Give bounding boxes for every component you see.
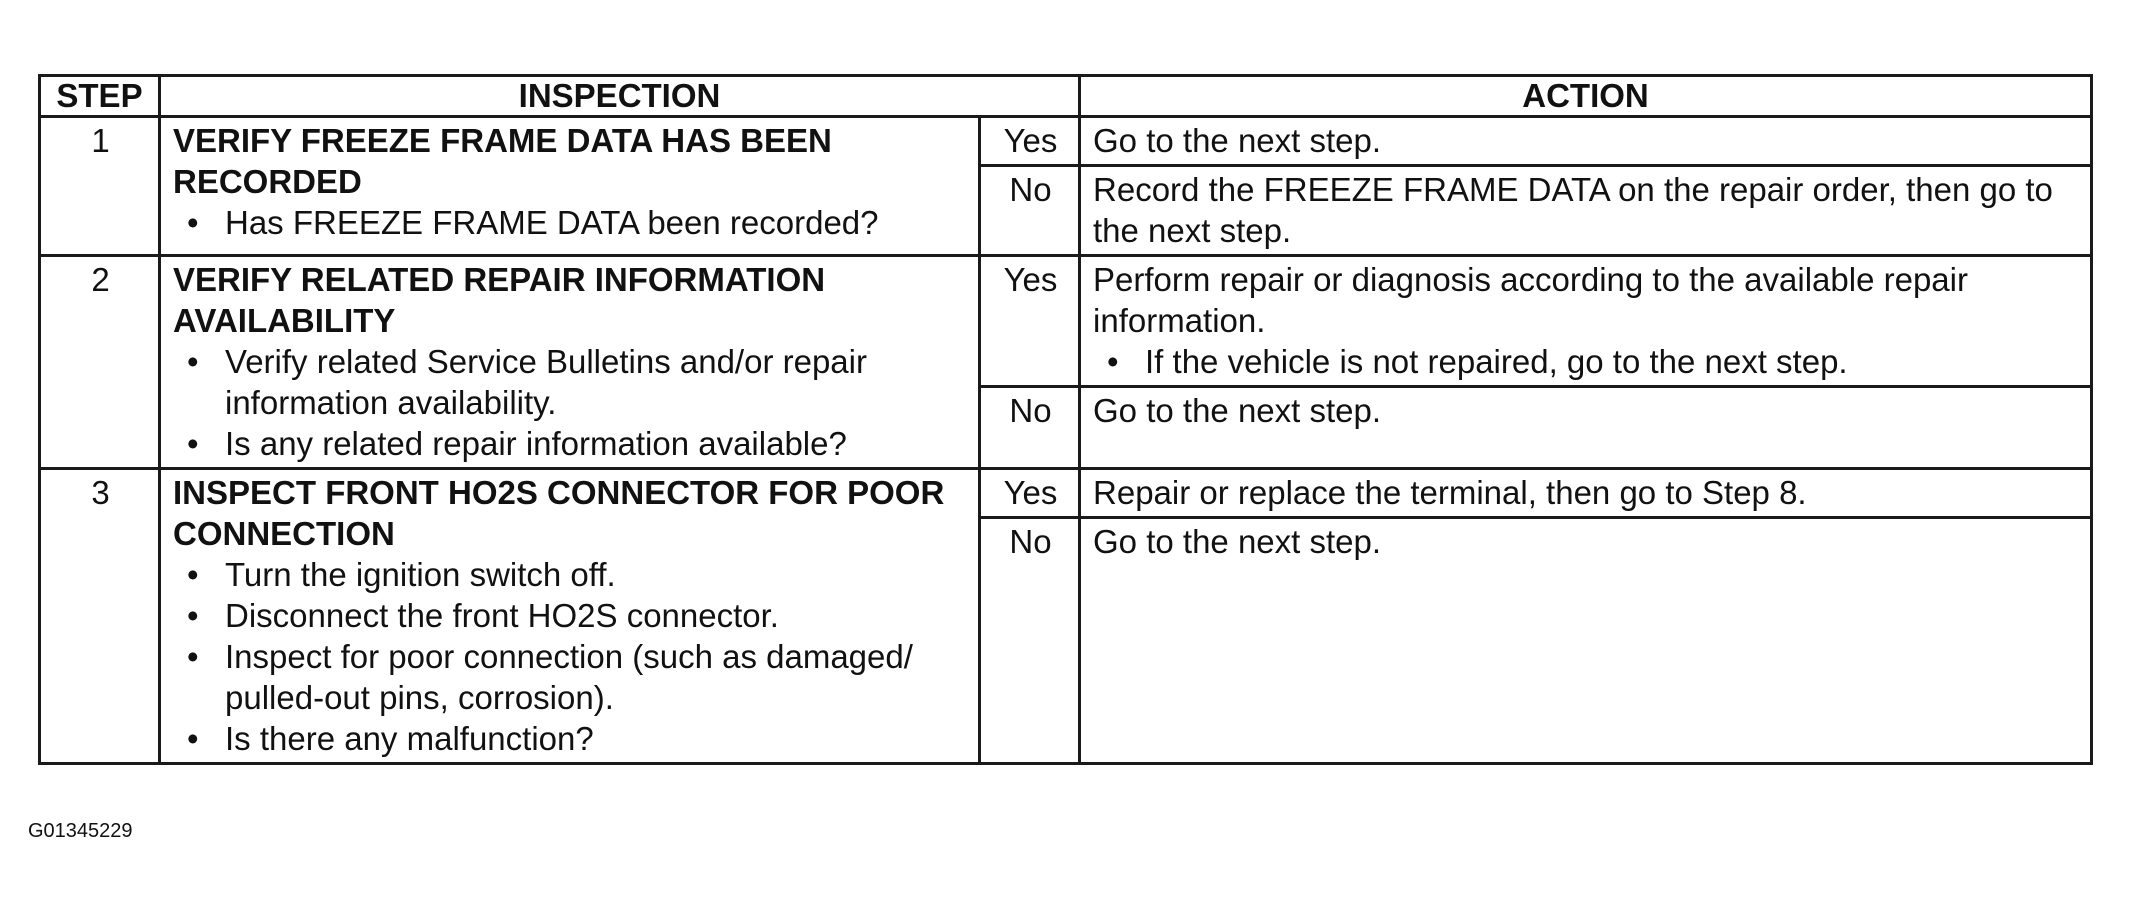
figure-id: G01345229 — [28, 820, 133, 842]
inspection-bullet: • Disconnect the front HO2S connector. — [181, 595, 968, 636]
inspection-bullet: • Inspect for poor connection (such as damaged/ pulled-out pins, corrosion). — [181, 636, 968, 718]
header-row — [40, 76, 2092, 117]
inspection-bullets — [173, 202, 968, 243]
action-text: Go to the next step. — [1093, 523, 1382, 560]
step-2-yes-row — [40, 256, 2092, 387]
inspection-title: VERIFY RELATED REPAIR INFORMATION AVAILABILITY — [173, 261, 826, 339]
diagnostic-table — [38, 74, 2093, 765]
no-label: No — [980, 518, 1080, 764]
inspection-title: VERIFY FREEZE FRAME DATA HAS BEEN RECORDED — [173, 122, 832, 200]
yes-label: Yes — [980, 469, 1080, 518]
yes-action — [1080, 469, 2092, 518]
action-text: Repair or replace the terminal, then go to Step 8. — [1093, 474, 1807, 511]
step-inspection — [160, 469, 980, 764]
yes-label: Yes — [980, 256, 1080, 387]
yes-label: Yes — [980, 117, 1080, 166]
step-1-yes-row — [40, 117, 2092, 166]
inspection-bullets — [173, 554, 968, 759]
step-number: 2 — [40, 256, 160, 469]
step-3-yes-row — [40, 469, 2092, 518]
inspection-bullet: • Has FREEZE FRAME DATA been recorded? — [181, 202, 968, 243]
yes-action — [1080, 117, 2092, 166]
inspection-bullet: • Verify related Service Bulletins and/or repair information availability. — [181, 341, 968, 423]
inspection-bullet: • Is there any malfunction? — [181, 718, 968, 759]
action-bullets — [1093, 341, 2080, 382]
no-label: No — [980, 166, 1080, 256]
no-action — [1080, 518, 2092, 764]
yes-action — [1080, 256, 2092, 387]
step-inspection — [160, 117, 980, 256]
action-text: Go to the next step. — [1093, 122, 1382, 159]
action-text: Go to the next step. — [1093, 392, 1382, 429]
inspection-bullet: • Is any related repair information available? — [181, 423, 968, 464]
step-number: 3 — [40, 469, 160, 764]
step-number: 1 — [40, 117, 160, 256]
no-label: No — [980, 387, 1080, 469]
inspection-title: INSPECT FRONT HO2S CONNECTOR FOR POOR CONNECTION — [173, 474, 945, 552]
action-text: Perform repair or diagnosis according to the available repair information. — [1093, 261, 1968, 339]
inspection-bullets — [173, 341, 968, 464]
no-action — [1080, 387, 2092, 469]
inspection-header: INSPECTION — [160, 76, 1080, 117]
inspection-bullet: • Turn the ignition switch off. — [181, 554, 968, 595]
step-header: STEP — [40, 76, 160, 117]
action-bullet: • If the vehicle is not repaired, go to the next step. — [1101, 341, 2080, 382]
step-inspection — [160, 256, 980, 469]
action-text: Record the FREEZE FRAME DATA on the repair order, then go to the next step. — [1093, 171, 2053, 249]
action-header: ACTION — [1080, 76, 2092, 117]
no-action — [1080, 166, 2092, 256]
